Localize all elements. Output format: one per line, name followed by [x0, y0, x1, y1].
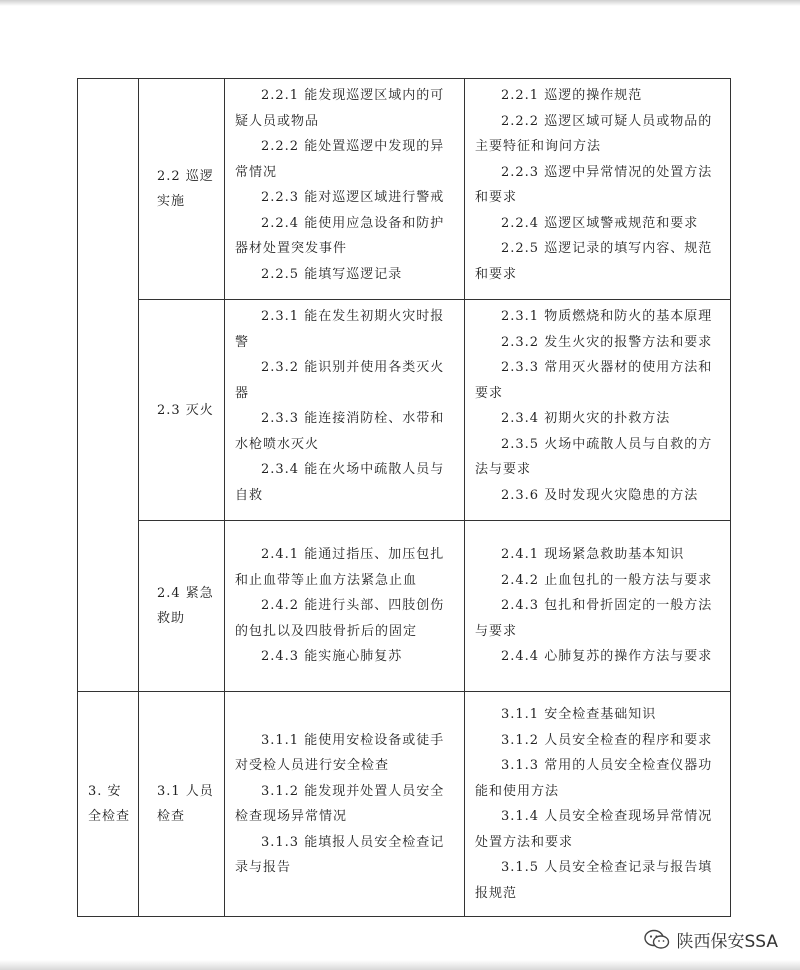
skills-cell [225, 79, 465, 300]
skill-item: 2.2.3 能对巡逻区域进行警戒 [261, 190, 445, 205]
unit-label: 2.2 巡逻实施 [157, 169, 214, 209]
unit-cell [139, 300, 225, 521]
table-row [78, 300, 731, 521]
skill-item: 2.2.5 能填写巡逻记录 [261, 266, 403, 282]
page-bottom-shadow [0, 960, 800, 970]
knowledge-item: 2.3.4 初期火灾的扑救方法 [501, 411, 671, 426]
skill-item: 2.2.1 能发现巡逻区域内的可疑人员或物品 [235, 88, 445, 129]
knowledge-item: 2.2.4 巡逻区域警戒规范和要求 [501, 215, 699, 231]
knowledge-item: 3.1.4 人员安全检查现场异常情况处置方法和要求 [475, 809, 713, 850]
skills-cell [225, 300, 465, 521]
unit-cell [139, 521, 225, 692]
knowledge-item: 2.3.1 物质燃烧和防火的基本原理 [501, 309, 713, 324]
skill-item: 2.4.1 能通过指压、加压包扎和止血带等止血方法紧急止血 [235, 547, 445, 588]
level-cell [78, 692, 139, 917]
knowledge-cell [465, 521, 731, 692]
skill-item: 3.1.2 能发现并处置人员安全检查现场异常情况 [235, 783, 445, 824]
skill-item: 3.1.3 能填报人员安全检查记录与报告 [235, 834, 445, 875]
knowledge-item: 3.1.3 常用的人员安全检查仪器功能和使用方法 [475, 758, 713, 799]
knowledge-item: 2.3.3 常用灭火器材的使用方法和要求 [475, 360, 713, 401]
knowledge-cell [465, 79, 731, 300]
wechat-icon [644, 929, 670, 951]
knowledge-cell [465, 692, 731, 917]
unit-cell [139, 79, 225, 300]
knowledge-cell [465, 300, 731, 521]
knowledge-item: 2.2.1 巡逻的操作规范 [501, 88, 643, 103]
knowledge-item: 2.2.5 巡逻记录的填写内容、规范和要求 [475, 241, 713, 282]
unit-cell [139, 692, 225, 917]
skill-item: 2.4.2 能进行头部、四肢创伤的包扎以及四肢骨折后的固定 [235, 598, 445, 639]
unit-label: 3.1 人员检查 [157, 784, 214, 824]
table-row [78, 521, 731, 692]
knowledge-item: 2.2.3 巡逻中异常情况的处置方法和要求 [475, 164, 713, 205]
knowledge-item: 2.4.2 止血包扎的一般方法与要求 [501, 572, 713, 588]
skill-item: 2.2.4 能使用应急设备和防护器材处置突发事件 [235, 215, 445, 256]
knowledge-item: 2.3.5 火场中疏散人员与自救的方法与要求 [475, 436, 713, 477]
knowledge-item: 2.3.6 及时发现火灾隐患的方法 [501, 487, 699, 503]
level-cell-empty [78, 79, 139, 692]
knowledge-item: 3.1.1 安全检查基础知识 [501, 707, 657, 722]
unit-label: 2.4 紧急救助 [157, 586, 214, 626]
knowledge-item: 3.1.5 人员安全检查记录与报告填报规范 [475, 860, 713, 901]
skill-item: 2.3.2 能识别并使用各类灭火器 [235, 360, 445, 401]
knowledge-item: 3.1.2 人员安全检查的程序和要求 [501, 732, 713, 748]
standard-table [77, 78, 731, 917]
knowledge-item: 2.4.1 现场紧急救助基本知识 [501, 547, 685, 563]
skills-cell [225, 692, 465, 917]
skill-item: 2.3.1 能在发生初期火灾时报警 [235, 309, 445, 350]
table-row [78, 692, 731, 917]
skill-item: 2.4.3 能实施心肺复苏 [261, 649, 403, 665]
knowledge-item: 2.4.4 心肺复苏的操作方法与要求 [501, 649, 713, 665]
watermark [644, 927, 778, 952]
page-top-shadow [0, 0, 800, 6]
skill-item: 2.2.2 能处置巡逻中发现的异常情况 [235, 139, 445, 180]
watermark-text: 陕西保安SSA [676, 932, 778, 952]
skill-item: 2.3.4 能在火场中疏散人员与自救 [235, 462, 445, 503]
skills-cell [225, 521, 465, 692]
skill-item: 3.1.1 能使用安检设备或徒手对受检人员进行安全检查 [235, 732, 445, 773]
knowledge-item: 2.4.3 包扎和骨折固定的一般方法与要求 [475, 598, 713, 639]
skill-item: 2.3.3 能连接消防栓、水带和水枪喷水灭火 [235, 411, 445, 452]
level-label: 3. 安全检查 [88, 784, 131, 824]
table-row [78, 79, 731, 300]
unit-label: 2.3 灭火 [157, 402, 214, 418]
knowledge-item: 2.2.2 巡逻区域可疑人员或物品的主要特征和询问方法 [475, 113, 713, 154]
knowledge-item: 2.3.2 发生火灾的报警方法和要求 [501, 334, 713, 350]
